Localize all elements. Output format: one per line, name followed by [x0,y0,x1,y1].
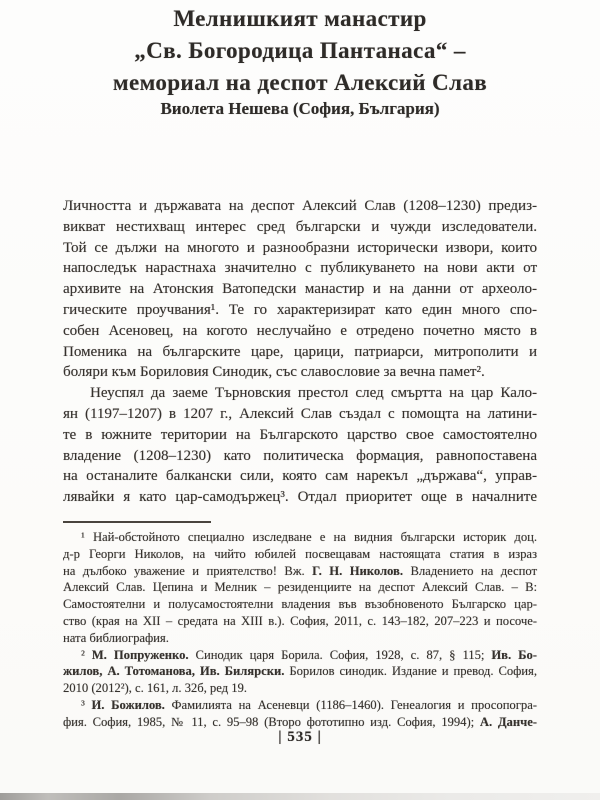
title-line: Мелнишкият манастир [173,6,427,31]
article-author: Виолета Нешева (София, България) [160,99,440,118]
footnote [63,647,537,697]
footnote-line: фия. София, 1985, № 11, с. 95–98 (Второ фототипно изд. София, 1994); А. Данче- [63,714,537,729]
footnote-line: на дълбоко уважение и приятелство! Вж. Г. Н. Николов. Владението на деспот [63,563,537,578]
text-line: ян (1197–1207) в 1207 г., Алексий Слав създал с помощта на латини- [63,405,537,422]
text-line: викват нестихващ интерес сред български и чужди изследователи. [63,218,537,235]
paragraph [63,196,537,383]
footnote-line: ство (края на XII – средата на XIII в.). София, 2011, с. 143–182, 207–223 и посоче- [63,613,537,628]
footnotes [63,529,537,731]
text-line: собен Асеновец, на когото неслучайно е отредено почетно място в [63,322,537,339]
text-line: напоследък нарастнаха значително с публикуването на нови акти от [63,260,537,277]
footnote-separator [63,521,211,523]
scan-edge-artifact [0,793,600,800]
text-line: гическите проучвания¹. Те го характеризират като един много спо- [63,301,537,318]
text-line: Личността и държавата на деспот Алексий Слав (1208–1230) предиз- [63,198,537,214]
text-line: лявайки я като цар-самодържец³. Отдал приоритет още в началните [63,489,537,506]
title-line: „Св. Богородица Пантанаса“ – [134,38,466,63]
text-line: архивите на Атонския Ватопедски манастир и на данни от археоло- [63,281,537,298]
text-line: владение (1208–1230) като политическа формация, равнопоставена [63,447,537,464]
footnote-line: ¹ Най-обстойното специално изследване е на видния български историк доц. [81,530,537,544]
footnote-line: д-р Георги Николов, на чийто юбилей посвещавам настоящата статия в израз [63,546,537,561]
text-line: Поменика на българските царе, царици, патриарси, митрополити и [63,343,537,360]
page-number: | 535 | [278,729,322,745]
footnote-line: ³ И. Божилов. Фамилията на Асеневци (1186–1460). Генеалогия и просопогра- [81,697,537,712]
footnote-line: 2010 (2012²), с. 161, л. 32б, ред 19. [63,681,247,696]
footnote [63,529,537,647]
text-line: те в южните територии на Българското царство свое самостоятелно [63,426,537,443]
footnote-line: ² М. Попруженко. Синодик царя Борила. София, 1928, с. 87, § 115; Ив. Бо- [81,647,537,662]
article-title [40,3,560,99]
footnote [63,697,537,731]
footnote-line: Алексий Слав. Цепина и Мелник – резиденциите на деспот Алексий Слав. – В: [63,580,537,595]
paragraph [63,383,537,508]
text-line: Той се дължи на многото и разнообразни исторически извори, които [63,239,537,256]
text-line: Неуспял да заеме Търновския престол след смъртта на цар Кало- [90,385,537,402]
footnote-line: Самостоятелни и полусамостоятелни владения във възобновеното Българско цар- [63,597,537,612]
title-line: мемориал на деспот Алексий Слав [112,70,488,95]
text-line: на останалите балкански сили, която сам нарекъл „държава“, управ- [63,468,537,485]
footnote-line: ната библиография. [63,630,169,645]
text-line: боляри към Бориловия Синодик, със славословие за вечна памет². [63,364,485,381]
footnote-line: жилов, А. Тотоманова, Ив. Билярски. Борилов синодик. Издание и превод. София, [63,664,537,679]
article-body [63,196,537,508]
